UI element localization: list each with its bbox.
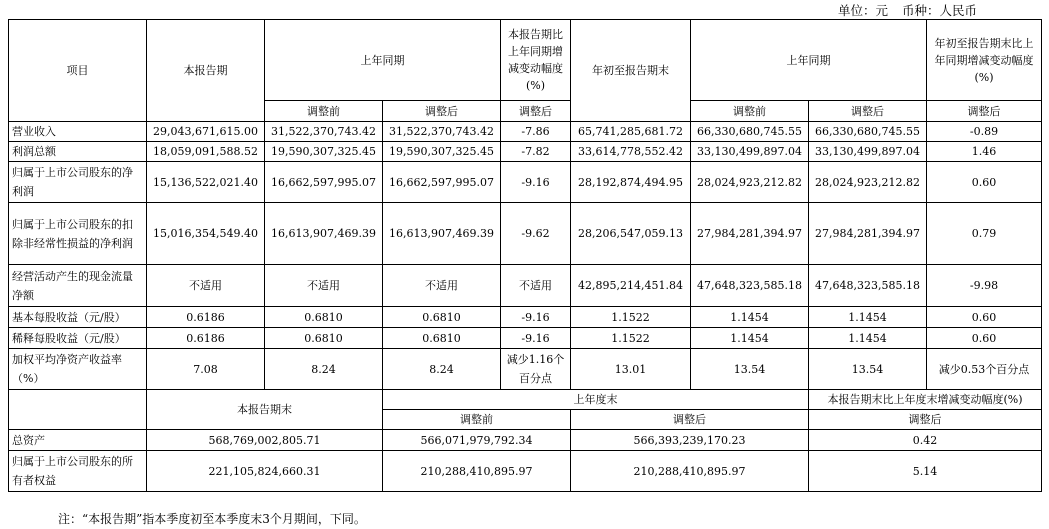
cell-ytd-prior-after: 66,330,680,745.55: [809, 122, 927, 142]
cell-period-end: 568,769,002,805.71: [147, 430, 383, 451]
header-ytd-change: 年初至报告期末比上年同期增减变动幅度(%): [927, 20, 1042, 101]
subheader-before: 调整前: [691, 101, 809, 122]
cell-ytd-prior-after: 13.54: [809, 349, 927, 390]
cell-prior-before: 8.24: [265, 349, 383, 390]
cell-change: 不适用: [501, 265, 571, 307]
cell-ytd: 28,192,874,494.95: [571, 162, 691, 203]
cell-prior-after: 16,662,597,995.07: [383, 162, 501, 203]
cell-ytd-prior-before: 1.1454: [691, 307, 809, 328]
cell-prior-before: 0.6810: [265, 307, 383, 328]
cell-ytd-prior-after: 1.1454: [809, 328, 927, 349]
row-label: 营业收入: [9, 122, 147, 142]
cell-ytd-prior-after: 28,024,923,212.82: [809, 162, 927, 203]
cell-current: 0.6186: [147, 328, 265, 349]
row-label: 归属于上市公司股东的扣除非经常性损益的净利润: [9, 203, 147, 265]
header-change-pct: 本报告期比上年同期增减变动幅度(%): [501, 20, 571, 101]
financial-data-table: [8, 19, 1042, 492]
row-label: 归属于上市公司股东的净利润: [9, 162, 147, 203]
cell-prior-before: 16,662,597,995.07: [265, 162, 383, 203]
cell-ytd: 13.01: [571, 349, 691, 390]
cell-ytd-change: 0.60: [927, 328, 1042, 349]
cell-ytd-change: 0.60: [927, 162, 1042, 203]
bs-header-period-end: 本报告期末: [147, 390, 383, 430]
table-row: [9, 307, 1042, 328]
cell-current: 0.6186: [147, 307, 265, 328]
subheader-after: 调整后: [383, 101, 501, 122]
currency-label: 币种：人民币: [901, 3, 977, 18]
cell-ytd-prior-before: 13.54: [691, 349, 809, 390]
table-row: [9, 162, 1042, 203]
cell-current: 29,043,671,615.00: [147, 122, 265, 142]
cell-ytd-prior-after: 33,130,499,897.04: [809, 142, 927, 162]
bs-subheader-after: 调整后: [809, 410, 1042, 430]
cell-ytd-prior-after: 1.1454: [809, 307, 927, 328]
cell-prior-after: 不适用: [383, 265, 501, 307]
cell-change: 0.42: [809, 430, 1042, 451]
table-row: [9, 328, 1042, 349]
cell-change: 5.14: [809, 451, 1042, 492]
cell-before: 566,071,979,792.34: [383, 430, 571, 451]
bs-header-change: 本报告期末比上年度末增减变动幅度(%): [809, 390, 1042, 410]
cell-ytd-prior-before: 47,648,323,585.18: [691, 265, 809, 307]
cell-ytd: 1.1522: [571, 328, 691, 349]
cell-ytd-change: 1.46: [927, 142, 1042, 162]
unit-currency-line: [824, 1, 977, 19]
row-label: 经营活动产生的现金流量净额: [9, 265, 147, 307]
cell-prior-after: 19,590,307,325.45: [383, 142, 501, 162]
bs-header-prior-year-end: 上年度末: [383, 390, 809, 410]
cell-change: -9.16: [501, 328, 571, 349]
footnote: 注：“本报告期”指本季度初至本季度末3个月期间，下同。: [58, 512, 366, 526]
cell-prior-after: 8.24: [383, 349, 501, 390]
cell-after: 566,393,239,170.23: [571, 430, 809, 451]
cell-change: 减少1.16个百分点: [501, 349, 571, 390]
cell-ytd-change: 0.60: [927, 307, 1042, 328]
row-label: 利润总额: [9, 142, 147, 162]
header-item: 项目: [9, 20, 147, 122]
subheader-after: 调整后: [809, 101, 927, 122]
cell-prior-before: 0.6810: [265, 328, 383, 349]
cell-ytd-change: 减少0.53个百分点: [927, 349, 1042, 390]
cell-after: 210,288,410,895.97: [571, 451, 809, 492]
cell-ytd-prior-after: 47,648,323,585.18: [809, 265, 927, 307]
subheader-after: 调整后: [501, 101, 571, 122]
table-row: [9, 142, 1042, 162]
cell-ytd: 42,895,214,451.84: [571, 265, 691, 307]
cell-ytd-prior-before: 66,330,680,745.55: [691, 122, 809, 142]
cell-ytd: 1.1522: [571, 307, 691, 328]
cell-change: -9.16: [501, 307, 571, 328]
cell-current: 18,059,091,588.52: [147, 142, 265, 162]
cell-ytd: 33,614,778,552.42: [571, 142, 691, 162]
cell-ytd-prior-before: 28,024,923,212.82: [691, 162, 809, 203]
cell-ytd-change: -9.98: [927, 265, 1042, 307]
row-label: 稀释每股收益（元/股）: [9, 328, 147, 349]
cell-prior-after: 0.6810: [383, 307, 501, 328]
cell-current: 15,136,522,021.40: [147, 162, 265, 203]
cell-prior-before: 19,590,307,325.45: [265, 142, 383, 162]
table-row: [9, 430, 1042, 451]
row-label: 总资产: [9, 430, 147, 451]
cell-ytd: 28,206,547,059.13: [571, 203, 691, 265]
table-row: [9, 349, 1042, 390]
unit-label: 单位：元: [837, 3, 888, 18]
bs-subheader-before: 调整前: [383, 410, 571, 430]
table-row: [9, 265, 1042, 307]
subheader-after: 调整后: [927, 101, 1042, 122]
table-row: [9, 451, 1042, 492]
bs-header-blank: [9, 390, 147, 430]
header-prior-ytd: 上年同期: [691, 20, 927, 101]
header-prior-same-period: 上年同期: [265, 20, 501, 101]
cell-ytd-prior-before: 1.1454: [691, 328, 809, 349]
row-label: 加权平均净资产收益率（%）: [9, 349, 147, 390]
cell-ytd-prior-before: 33,130,499,897.04: [691, 142, 809, 162]
table-row: [9, 203, 1042, 265]
row-label: 归属于上市公司股东的所有者权益: [9, 451, 147, 492]
cell-period-end: 221,105,824,660.31: [147, 451, 383, 492]
cell-ytd-prior-after: 27,984,281,394.97: [809, 203, 927, 265]
table-row: [9, 122, 1042, 142]
cell-prior-after: 31,522,370,743.42: [383, 122, 501, 142]
cell-current: 不适用: [147, 265, 265, 307]
cell-change: -7.82: [501, 142, 571, 162]
cell-ytd: 65,741,285,681.72: [571, 122, 691, 142]
cell-prior-before: 不适用: [265, 265, 383, 307]
cell-before: 210,288,410,895.97: [383, 451, 571, 492]
cell-change: -7.86: [501, 122, 571, 142]
cell-current: 15,016,354,549.40: [147, 203, 265, 265]
subheader-before: 调整前: [265, 101, 383, 122]
cell-current: 7.08: [147, 349, 265, 390]
cell-prior-before: 16,613,907,469.39: [265, 203, 383, 265]
cell-prior-after: 0.6810: [383, 328, 501, 349]
bs-subheader-after: 调整后: [571, 410, 809, 430]
cell-ytd-change: -0.89: [927, 122, 1042, 142]
header-current-period: 本报告期: [147, 20, 265, 122]
row-label: 基本每股收益（元/股）: [9, 307, 147, 328]
cell-prior-after: 16,613,907,469.39: [383, 203, 501, 265]
cell-change: -9.16: [501, 162, 571, 203]
header-ytd: 年初至报告期末: [571, 20, 691, 122]
cell-ytd-prior-before: 27,984,281,394.97: [691, 203, 809, 265]
cell-prior-before: 31,522,370,743.42: [265, 122, 383, 142]
cell-change: -9.62: [501, 203, 571, 265]
cell-ytd-change: 0.79: [927, 203, 1042, 265]
